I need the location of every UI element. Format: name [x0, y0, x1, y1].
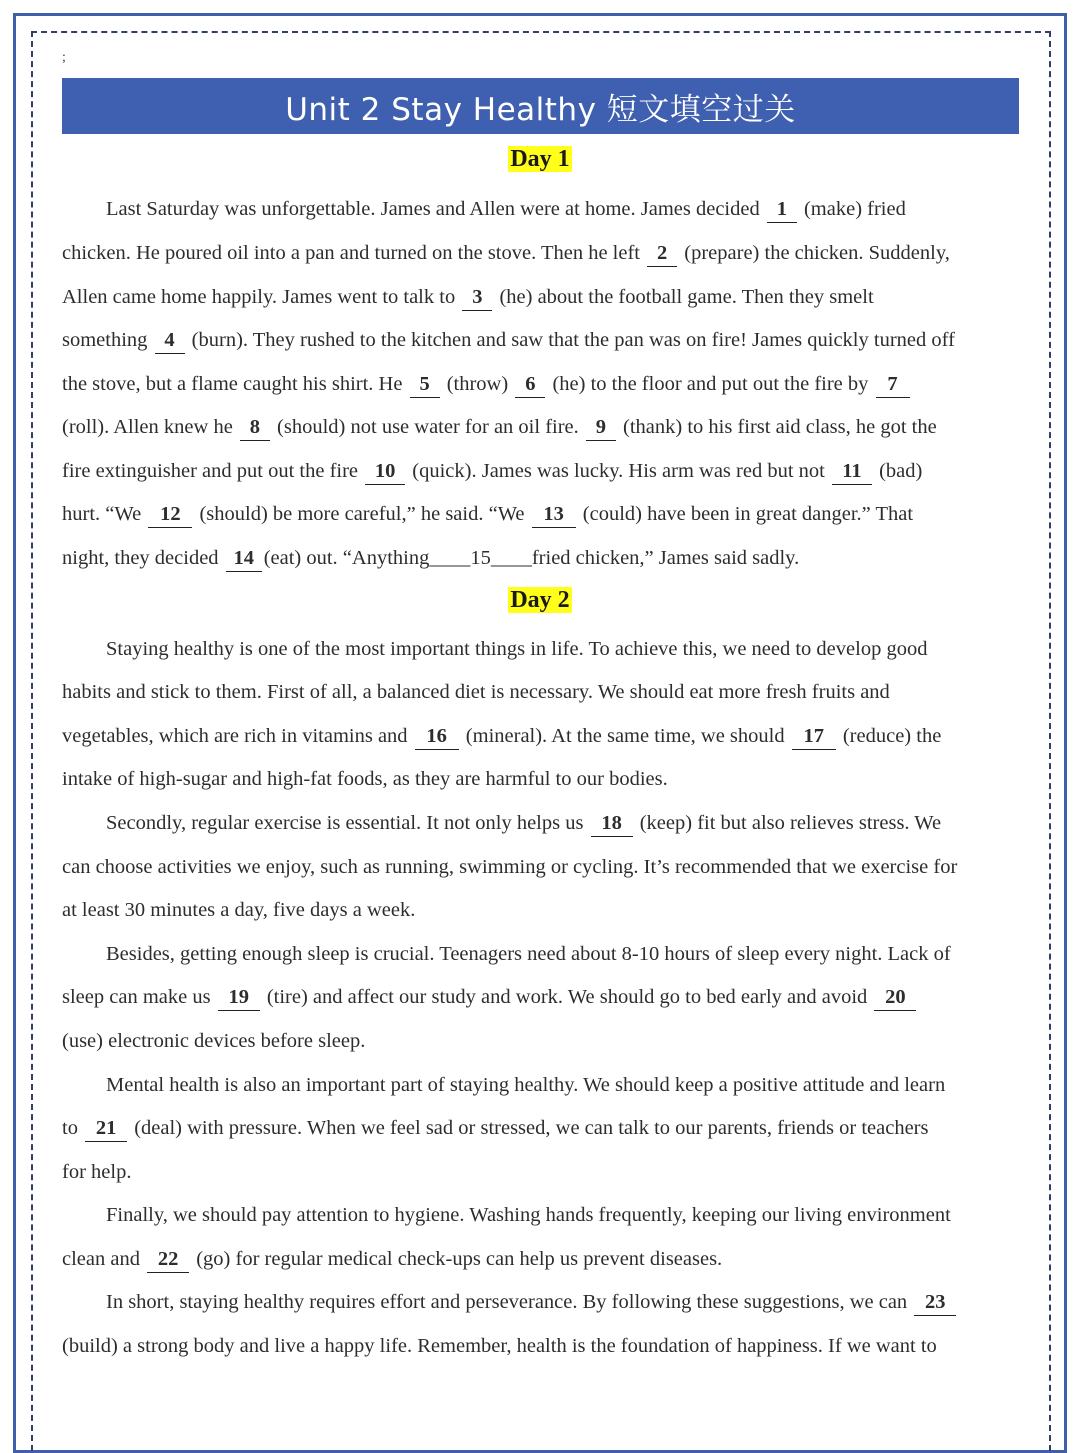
- passage-text: (keep) fit but also relieves stress. We: [634, 812, 942, 834]
- passage-text: for help.: [62, 1161, 132, 1183]
- passage-text: In short, staying healthy requires effort and perseverance. By following these suggestions, we can: [106, 1291, 913, 1313]
- blank-3[interactable]: 3: [462, 286, 492, 311]
- day1-line: [62, 413, 937, 441]
- passage-text: Secondly, regular exercise is essential. It not only helps us: [106, 812, 589, 834]
- blank-23[interactable]: 23: [914, 1291, 956, 1316]
- passage-text: hurt. “We: [62, 503, 147, 525]
- day1-line: [62, 457, 922, 485]
- blank-20[interactable]: 20: [874, 986, 916, 1011]
- day2-line: [62, 722, 941, 750]
- day1-line: [62, 283, 874, 311]
- blank-19[interactable]: 19: [218, 986, 260, 1011]
- passage-text: (should) not use water for an oil fire.: [271, 416, 584, 438]
- passage-text: sleep can make us: [62, 986, 216, 1008]
- stray-semicolon: ;: [62, 50, 66, 65]
- day1-heading-text: Day 1: [510, 146, 570, 172]
- day2-line: [62, 678, 890, 706]
- blank-14[interactable]: 14: [226, 547, 262, 572]
- passage-text: Finally, we should pay attention to hygiene. Washing hands frequently, keeping our living environment: [106, 1204, 951, 1226]
- passage-text: (eat) out. “Anything____15____fried chicken,” James said sadly.: [263, 547, 800, 569]
- passage-text: (could) have been in great danger.” That: [577, 503, 914, 525]
- passage-text: (deal) with pressure. When we feel sad or stressed, we can talk to our parents, friends or teachers: [129, 1117, 929, 1139]
- passage-text: Staying healthy is one of the most important things in life. To achieve this, we need to develop good: [106, 638, 928, 660]
- day2-line: [62, 896, 415, 924]
- day2-line: [106, 1201, 951, 1229]
- passage-text: can choose activities we enjoy, such as running, swimming or cycling. It’s recommended that we exercise for: [62, 856, 958, 878]
- blank-10[interactable]: 10: [365, 460, 405, 485]
- blank-7[interactable]: 7: [876, 373, 910, 398]
- blank-2[interactable]: 2: [647, 242, 677, 267]
- passage-text: vegetables, which are rich in vitamins and: [62, 725, 413, 747]
- passage-text: (make) fried: [798, 198, 906, 220]
- passage-text: the stove, but a flame caught his shirt. He: [62, 373, 408, 395]
- day2-line: [62, 1027, 365, 1055]
- passage-text: (should) be more careful,” he said. “We: [194, 503, 530, 525]
- blank-18[interactable]: 18: [591, 812, 633, 837]
- passage-text: habits and stick to them. First of all, a balanced diet is necessary. We should eat more fresh fruits and: [62, 681, 890, 703]
- passage-text: (reduce) the: [837, 725, 942, 747]
- day2-line: [62, 1158, 131, 1186]
- blank-4[interactable]: 4: [155, 329, 185, 354]
- day2-line: [62, 1245, 722, 1273]
- blank-6[interactable]: 6: [515, 373, 545, 398]
- day1-line: [62, 326, 955, 354]
- passage-text: (burn). They rushed to the kitchen and saw that the pan was on fire! James quickly turned off: [186, 329, 955, 351]
- day1-line: [62, 370, 912, 398]
- page-title: Unit 2 Stay Healthy 短文填空过关: [62, 78, 1019, 134]
- passage-text: (thank) to his first aid class, he got the: [617, 416, 937, 438]
- passage-text: (throw): [441, 373, 514, 395]
- passage-text: (tire) and affect our study and work. We should go to bed early and avoid: [261, 986, 873, 1008]
- passage-text: Last Saturday was unforgettable. James and Allen were at home. James decided: [106, 198, 765, 220]
- day2-line: [62, 1114, 928, 1142]
- day2-line: [106, 1288, 958, 1316]
- day2-line: [62, 1332, 937, 1360]
- blank-11[interactable]: 11: [832, 460, 872, 485]
- passage-text: (quick). James was lucky. His arm was red but not: [407, 460, 830, 482]
- blank-9[interactable]: 9: [586, 416, 616, 441]
- passage-text: something: [62, 329, 153, 351]
- blank-1[interactable]: 1: [767, 198, 797, 223]
- passage-text: fire extinguisher and put out the fire: [62, 460, 364, 482]
- day2-heading: [0, 587, 1080, 614]
- passage-text: (build) a strong body and live a happy life. Remember, health is the foundation of happiness. If we want to: [62, 1335, 937, 1357]
- passage-text: (he) about the football game. Then they smelt: [494, 286, 874, 308]
- passage-text: Allen came home happily. James went to talk to: [62, 286, 461, 308]
- day2-line: [62, 853, 957, 881]
- passage-text: (go) for regular medical check-ups can help us prevent diseases.: [191, 1248, 723, 1270]
- blank-16[interactable]: 16: [415, 725, 459, 750]
- passage-text: (prepare) the chicken. Suddenly,: [679, 242, 950, 264]
- day2-line: [106, 635, 927, 663]
- day1-line: [106, 195, 906, 223]
- passage-text: at least 30 minutes a day, five days a week.: [62, 899, 416, 921]
- day2-line: [62, 983, 918, 1011]
- blank-22[interactable]: 22: [147, 1248, 189, 1273]
- day1-line: [62, 239, 950, 267]
- blank-17[interactable]: 17: [792, 725, 836, 750]
- day1-line: [62, 500, 913, 528]
- passage-text: (use) electronic devices before sleep.: [62, 1030, 366, 1052]
- passage-text: (roll). Allen knew he: [62, 416, 238, 438]
- passage-text: (mineral). At the same time, we should: [460, 725, 790, 747]
- passage-text: to: [62, 1117, 84, 1139]
- passage-text: intake of high-sugar and high-fat foods, as they are harmful to our bodies.: [62, 768, 668, 790]
- passage-text: Mental health is also an important part of staying healthy. We should keep a positive attitude and learn: [106, 1074, 946, 1096]
- passage-text: (he) to the floor and put out the fire by: [547, 373, 874, 395]
- blank-21[interactable]: 21: [85, 1117, 127, 1142]
- day2-line: [106, 809, 941, 837]
- blank-8[interactable]: 8: [240, 416, 270, 441]
- blank-5[interactable]: 5: [410, 373, 440, 398]
- day2-line: [62, 765, 668, 793]
- passage-text: night, they decided: [62, 547, 224, 569]
- blank-13[interactable]: 13: [532, 503, 576, 528]
- passage-text: clean and: [62, 1248, 146, 1270]
- day2-line: [106, 940, 951, 968]
- passage-text: Besides, getting enough sleep is crucial. Teenagers need about 8-10 hours of sleep every night. Lack of: [106, 943, 951, 965]
- day1-heading: [0, 146, 1080, 173]
- day2-heading-text: Day 2: [510, 587, 570, 613]
- blank-12[interactable]: 12: [148, 503, 192, 528]
- passage-text: chicken. He poured oil into a pan and turned on the stove. Then he left: [62, 242, 646, 264]
- day1-line: [62, 544, 799, 572]
- day2-line: [106, 1071, 945, 1099]
- passage-text: (bad): [873, 460, 923, 482]
